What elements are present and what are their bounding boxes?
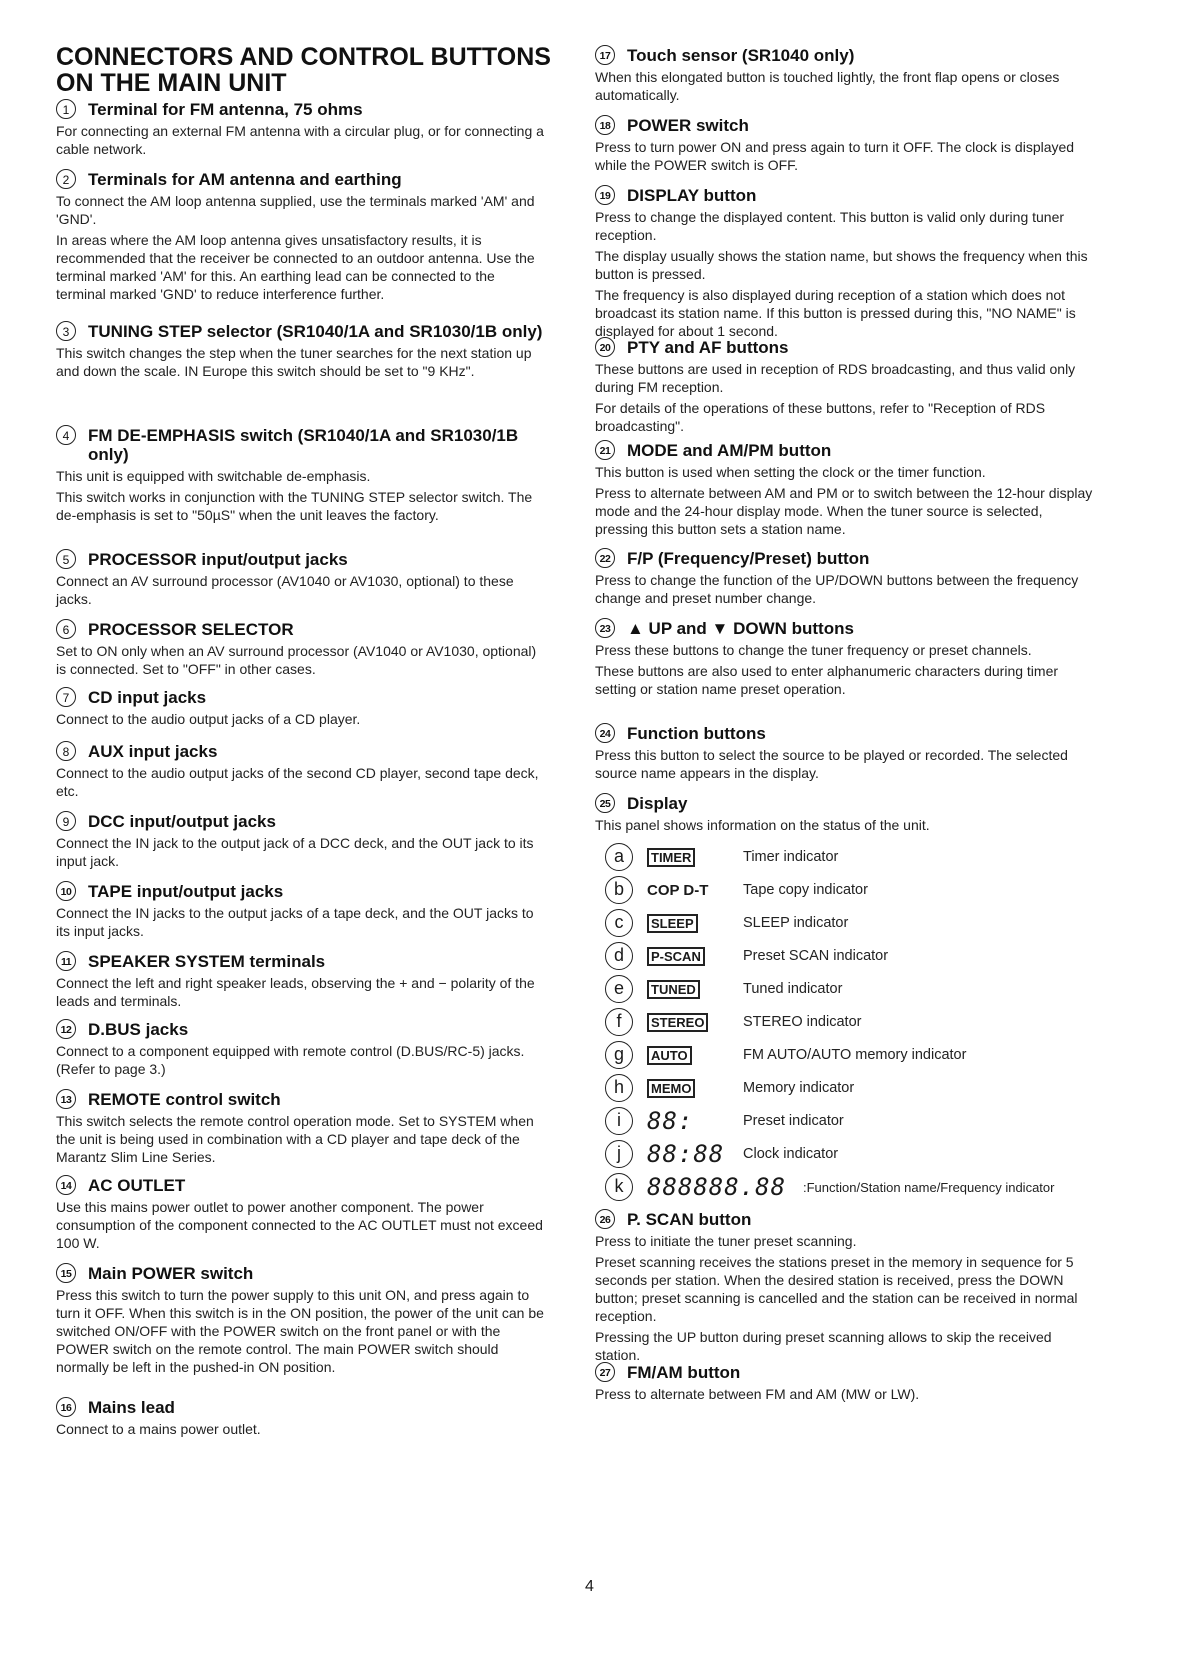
- section-number-badge: 4: [56, 425, 76, 445]
- section-16: [56, 1398, 546, 1441]
- section-heading-text: Terminal for FM antenna, 75 ohms: [88, 100, 363, 119]
- section-heading: [56, 952, 546, 971]
- section-1: [56, 100, 546, 161]
- section-body: [56, 1042, 546, 1078]
- indicator-description: Preset SCAN indicator: [743, 948, 889, 964]
- section-number-badge: 6: [56, 619, 76, 639]
- section-heading: [56, 1176, 546, 1195]
- indicator-row: [605, 974, 1105, 1004]
- indicator-symbol-wrap: [647, 915, 727, 932]
- section-paragraph: This button is used when setting the clock or the timer function.: [595, 464, 986, 480]
- section-heading: [595, 338, 1095, 357]
- indicator-letter-badge: j: [605, 1140, 633, 1168]
- section-heading: [595, 441, 1095, 460]
- section-heading-text: D.BUS jacks: [88, 1020, 189, 1039]
- section-heading-text: Mains lead: [88, 1398, 175, 1417]
- section-paragraph: Press this button to select the source to be played or recorded. The selected source name appears in the display.: [595, 747, 1068, 781]
- section-heading-text: ▲ UP and ▼ DOWN buttons: [627, 619, 854, 638]
- section-paragraph: Use this mains power outlet to power another component. The power consumption of the component connected to the AC OUTLET must not exceed 100 W.: [56, 1199, 543, 1251]
- section-body: [56, 1286, 546, 1376]
- section-paragraph: Press to alternate between FM and AM (MW or LW).: [595, 1386, 920, 1402]
- indicator-row: [605, 1073, 1105, 1103]
- indicator-row: [605, 1106, 1105, 1136]
- section-3: [56, 322, 546, 383]
- section-body: [595, 68, 1095, 104]
- section-heading-text: FM/AM button: [627, 1363, 741, 1382]
- indicator-description: Memory indicator: [743, 1080, 855, 1096]
- section-6: [56, 620, 546, 681]
- indicator-symbol: SLEEP: [647, 914, 698, 933]
- section-heading-text: Display: [627, 794, 688, 813]
- section-heading-text: AUX input jacks: [88, 742, 218, 761]
- section-heading: [56, 1090, 546, 1109]
- section-paragraph: This unit is equipped with switchable de-emphasis.: [56, 468, 371, 484]
- indicator-symbol-wrap: [647, 1173, 797, 1201]
- section-heading: [595, 1363, 1095, 1382]
- section-number-badge: 20: [595, 337, 615, 357]
- indicator-letter-badge: h: [605, 1074, 633, 1102]
- section-heading: [56, 1398, 546, 1417]
- section-25: [595, 794, 1095, 837]
- section-paragraph: For details of the operations of these buttons, refer to "Reception of RDS broadcasting".: [595, 400, 1046, 434]
- section-paragraph: Connect the IN jacks to the output jacks of a tape deck, and the OUT jacks to its input jacks.: [56, 905, 534, 939]
- section-20: [595, 338, 1095, 438]
- section-paragraph: Press this switch to turn the power supply to this unit ON, and press again to turn it OFF. When this switch is in the ON position, the power of the unit can be switched ON/OFF with the POWER switch on the front panel or with the POWER switch on the remote control. The main POWER switch should normally be left in the pushed-in ON position.: [56, 1287, 544, 1375]
- section-body: [595, 463, 1095, 538]
- section-heading-text: SPEAKER SYSTEM terminals: [88, 952, 326, 971]
- section-paragraph: Connect an AV surround processor (AV1040 or AV1030, optional) to these jacks.: [56, 573, 514, 607]
- indicator-description: Preset indicator: [743, 1113, 844, 1129]
- section-number-badge: 21: [595, 440, 615, 460]
- section-number-badge: 12: [56, 1019, 76, 1039]
- section-21: [595, 441, 1095, 541]
- indicator-row: [605, 1172, 1105, 1202]
- section-heading: [56, 426, 546, 464]
- section-paragraph: When this elongated button is touched lightly, the front flap opens or closes automatically.: [595, 69, 1060, 103]
- section-26: [595, 1210, 1095, 1367]
- indicator-description: Timer indicator: [743, 849, 839, 865]
- section-4: [56, 426, 546, 527]
- indicator-symbol: STEREO: [647, 1013, 708, 1032]
- section-heading: [595, 619, 1095, 638]
- indicator-row: [605, 1139, 1105, 1169]
- section-paragraph: Connect the IN jack to the output jack of a DCC deck, and the OUT jack to its input jack.: [56, 835, 534, 869]
- section-heading: [595, 46, 1095, 65]
- section-number-badge: 13: [56, 1089, 76, 1109]
- indicator-symbol-wrap: [647, 1047, 727, 1064]
- section-number-badge: 11: [56, 951, 76, 971]
- section-number-badge: 9: [56, 811, 76, 831]
- indicator-letter-badge: c: [605, 909, 633, 937]
- section-heading-text: P. SCAN button: [627, 1210, 752, 1229]
- section-paragraph: In areas where the AM loop antenna gives unsatisfactory results, it is recommended that the receiver be connected to an outdoor antenna. Use the terminal marked 'AM' for this. An earthing lead can be connected to the terminal marked 'GND' to reduce interference further.: [56, 232, 535, 302]
- section-number-badge: 2: [56, 169, 76, 189]
- section-paragraph: For connecting an external FM antenna with a circular plug, or for connecting a cable network.: [56, 123, 544, 157]
- section-heading: [56, 1020, 546, 1039]
- section-paragraph: Press to change the function of the UP/DOWN buttons between the frequency change and preset number change.: [595, 572, 1079, 606]
- indicator-row: [605, 842, 1105, 872]
- section-number-badge: 8: [56, 741, 76, 761]
- indicator-letter-badge: k: [605, 1173, 633, 1201]
- indicator-symbol-wrap: [647, 1014, 727, 1031]
- indicator-symbol-wrap: [647, 1107, 727, 1135]
- section-heading: [56, 812, 546, 831]
- section-heading-text: DISPLAY button: [627, 186, 757, 205]
- section-heading: [595, 549, 1095, 568]
- indicator-row: [605, 1040, 1105, 1070]
- section-body: [56, 1198, 546, 1252]
- section-7: [56, 688, 546, 731]
- section-19: [595, 186, 1095, 343]
- section-heading: [56, 322, 546, 341]
- section-number-badge: 14: [56, 1175, 76, 1195]
- section-heading: [56, 100, 546, 119]
- indicator-letter-badge: i: [605, 1107, 633, 1135]
- indicator-description: FM AUTO/AUTO memory indicator: [743, 1047, 967, 1063]
- section-heading-text: PTY and AF buttons: [627, 338, 789, 357]
- section-27: [595, 1363, 1095, 1406]
- indicator-symbol-wrap: [647, 1140, 727, 1168]
- section-body: [595, 641, 1095, 698]
- section-paragraph: The display usually shows the station name, but shows the frequency when this button is pressed.: [595, 248, 1088, 282]
- section-body: [56, 974, 546, 1010]
- indicator-row: [605, 875, 1105, 905]
- section-body: [56, 572, 546, 608]
- section-18: [595, 116, 1095, 177]
- section-number-badge: 7: [56, 687, 76, 707]
- section-body: [56, 1112, 546, 1166]
- section-22: [595, 549, 1095, 610]
- section-15: [56, 1264, 546, 1379]
- section-body: [595, 1385, 1095, 1403]
- indicator-description: SLEEP indicator: [743, 915, 849, 931]
- section-heading-text: Function buttons: [627, 724, 766, 743]
- section-number-badge: 19: [595, 185, 615, 205]
- section-heading-text: POWER switch: [627, 116, 749, 135]
- indicator-description: :Function/Station name/Frequency indicator: [803, 1179, 1055, 1195]
- section-12: [56, 1020, 546, 1081]
- section-paragraph: This panel shows information on the status of the unit.: [595, 817, 930, 833]
- indicator-symbol: 888888.88: [647, 1173, 787, 1201]
- section-number-badge: 10: [56, 881, 76, 901]
- section-number-badge: 15: [56, 1263, 76, 1283]
- indicator-symbol-wrap: [647, 981, 727, 998]
- section-heading-text: PROCESSOR input/output jacks: [88, 550, 348, 569]
- section-heading-text: Main POWER switch: [88, 1264, 254, 1283]
- section-paragraph: Press to initiate the tuner preset scanning.: [595, 1233, 857, 1249]
- section-paragraph: Set to ON only when an AV surround processor (AV1040 or AV1030, optional) is connected. Set to "OFF" in other cases.: [56, 643, 537, 677]
- section-body: [56, 467, 546, 524]
- section-heading-text: MODE and AM/PM button: [627, 441, 832, 460]
- section-heading-text: PROCESSOR SELECTOR: [88, 620, 294, 639]
- indicator-symbol-wrap: [647, 849, 727, 866]
- section-number-badge: 16: [56, 1397, 76, 1417]
- indicator-symbol: 88:: [647, 1107, 694, 1135]
- section-paragraph: Press to change the displayed content. This button is valid only during tuner reception.: [595, 209, 1065, 243]
- page-title: CONNECTORS AND CONTROL BUTTONS ON THE MAIN UNIT: [56, 43, 551, 97]
- section-heading: [595, 794, 1095, 813]
- section-heading-text: Terminals for AM antenna and earthing: [88, 170, 402, 189]
- indicator-letter-badge: e: [605, 975, 633, 1003]
- indicator-row: [605, 1007, 1105, 1037]
- indicator-symbol: 88:88: [647, 1140, 725, 1168]
- section-number-badge: 23: [595, 618, 615, 638]
- section-5: [56, 550, 546, 611]
- section-heading: [595, 724, 1095, 743]
- section-number-badge: 27: [595, 1362, 615, 1382]
- section-body: [595, 208, 1095, 340]
- section-paragraph: To connect the AM loop antenna supplied, use the terminals marked 'AM' and 'GND'.: [56, 193, 535, 227]
- section-heading-text: TAPE input/output jacks: [88, 882, 284, 901]
- section-17: [595, 46, 1095, 107]
- section-9: [56, 812, 546, 873]
- section-paragraph: These buttons are also used to enter alphanumeric characters during timer setting or station name preset operation.: [595, 663, 1059, 697]
- section-paragraph: Press to alternate between AM and PM or to switch between the 12-hour display mode and the 24-hour display mode. When the tuner source is selected, pressing this button sets a station name.: [595, 485, 1093, 537]
- indicator-description: Tuned indicator: [743, 981, 843, 997]
- section-heading: [56, 170, 546, 189]
- section-body: [595, 746, 1095, 782]
- section-heading: [56, 742, 546, 761]
- section-body: [595, 571, 1095, 607]
- section-2: [56, 170, 546, 306]
- section-number-badge: 3: [56, 321, 76, 341]
- section-paragraph: These buttons are used in reception of RDS broadcasting, and thus valid only during FM reception.: [595, 361, 1076, 395]
- section-paragraph: This switch changes the step when the tuner searches for the next station up and down the scale. IN Europe this switch should be set to "9 KHz".: [56, 345, 532, 379]
- section-number-badge: 25: [595, 793, 615, 813]
- section-body: [595, 360, 1095, 435]
- section-heading: [595, 116, 1095, 135]
- indicator-description: Clock indicator: [743, 1146, 839, 1162]
- indicator-symbol-wrap: [647, 948, 727, 965]
- section-body: [56, 1420, 546, 1438]
- section-number-badge: 17: [595, 45, 615, 65]
- section-heading-text: REMOTE control switch: [88, 1090, 281, 1109]
- indicator-symbol: MEMO: [647, 1079, 695, 1098]
- section-heading: [56, 688, 546, 707]
- section-body: [56, 834, 546, 870]
- indicator-description: STEREO indicator: [743, 1014, 862, 1030]
- section-8: [56, 742, 546, 803]
- section-paragraph: This switch works in conjunction with the TUNING STEP selector switch. The de-emphasis is set to "50µS" when the unit leaves the factory.: [56, 489, 533, 523]
- section-paragraph: Connect to the audio output jacks of a CD player.: [56, 711, 361, 727]
- section-body: [595, 138, 1095, 174]
- indicator-letter-badge: g: [605, 1041, 633, 1069]
- section-number-badge: 1: [56, 99, 76, 119]
- section-heading-text: Touch sensor (SR1040 only): [627, 46, 855, 65]
- indicator-description: Tape copy indicator: [743, 882, 868, 898]
- section-paragraph: Connect to a mains power outlet.: [56, 1421, 261, 1437]
- section-heading-text: AC OUTLET: [88, 1176, 186, 1195]
- section-body: [595, 816, 1095, 834]
- section-heading: [595, 1210, 1095, 1229]
- indicator-letter-badge: d: [605, 942, 633, 970]
- indicator-letter-badge: f: [605, 1008, 633, 1036]
- section-number-badge: 26: [595, 1209, 615, 1229]
- indicator-letter-badge: b: [605, 876, 633, 904]
- indicator-symbol-wrap: [647, 882, 727, 899]
- section-paragraph: The frequency is also displayed during reception of a station which does not broadcast its station name. If this button is pressed during this, "NO NAME" is displayed for about 1 second.: [595, 287, 1076, 339]
- section-heading: [56, 620, 546, 639]
- section-body: [56, 710, 546, 728]
- section-number-badge: 18: [595, 115, 615, 135]
- section-paragraph: Preset scanning receives the stations preset in the memory in sequence for 5 seconds per station. When the desired station is received, press the DOWN button; preset scanning is cancelled and the station can be received in normal reception.: [595, 1254, 1078, 1324]
- indicator-row: [605, 908, 1105, 938]
- section-body: [56, 122, 546, 158]
- section-paragraph: Connect the left and right speaker leads, observing the + and − polarity of the leads and terminals.: [56, 975, 535, 1009]
- section-paragraph: Connect to a component equipped with remote control (D.BUS/RC-5) jacks. (Refer to page 3.): [56, 1043, 525, 1077]
- section-heading: [56, 550, 546, 569]
- section-number-badge: 22: [595, 548, 615, 568]
- section-11: [56, 952, 546, 1013]
- section-heading: [595, 186, 1095, 205]
- indicator-symbol: P-SCAN: [647, 947, 705, 966]
- indicator-row: [605, 941, 1105, 971]
- section-10: [56, 882, 546, 943]
- section-body: [56, 344, 546, 380]
- section-paragraph: Pressing the UP button during preset scanning allows to skip the received station.: [595, 1329, 1052, 1363]
- section-heading: [56, 1264, 546, 1283]
- section-heading-text: DCC input/output jacks: [88, 812, 276, 831]
- section-body: [56, 764, 546, 800]
- section-body: [56, 192, 546, 303]
- section-paragraph: Press these buttons to change the tuner frequency or preset channels.: [595, 642, 1032, 658]
- section-13: [56, 1090, 546, 1169]
- section-heading-text: FM DE-EMPHASIS switch (SR1040/1A and SR1030/1B only): [88, 426, 519, 464]
- section-heading-text: F/P (Frequency/Preset) button: [627, 549, 870, 568]
- indicator-symbol: AUTO: [647, 1046, 692, 1065]
- section-body: [56, 642, 546, 678]
- indicator-symbol: TUNED: [647, 980, 700, 999]
- section-23: [595, 619, 1095, 701]
- indicator-letter-badge: a: [605, 843, 633, 871]
- section-heading-text: CD input jacks: [88, 688, 207, 707]
- section-paragraph: This switch selects the remote control operation mode. Set to SYSTEM when the unit is being used in combination with a CD player and tape deck of the Marantz Slim Line Series.: [56, 1113, 534, 1165]
- section-body: [595, 1232, 1095, 1364]
- section-number-badge: 5: [56, 549, 76, 569]
- section-heading: [56, 882, 546, 901]
- section-14: [56, 1176, 546, 1255]
- section-paragraph: Press to turn power ON and press again to turn it OFF. The clock is displayed while the POWER switch is OFF.: [595, 139, 1075, 173]
- section-24: [595, 724, 1095, 785]
- section-body: [56, 904, 546, 940]
- indicator-symbol: TIMER: [647, 848, 695, 867]
- indicator-symbol-wrap: [647, 1080, 727, 1097]
- section-heading-text: TUNING STEP selector (SR1040/1A and SR1030/1B only): [88, 322, 543, 341]
- section-number-badge: 24: [595, 723, 615, 743]
- indicator-symbol: COP D-T: [647, 881, 709, 899]
- section-paragraph: Connect to the audio output jacks of the second CD player, second tape deck, etc.: [56, 765, 539, 799]
- page-number: 4: [585, 1578, 594, 1595]
